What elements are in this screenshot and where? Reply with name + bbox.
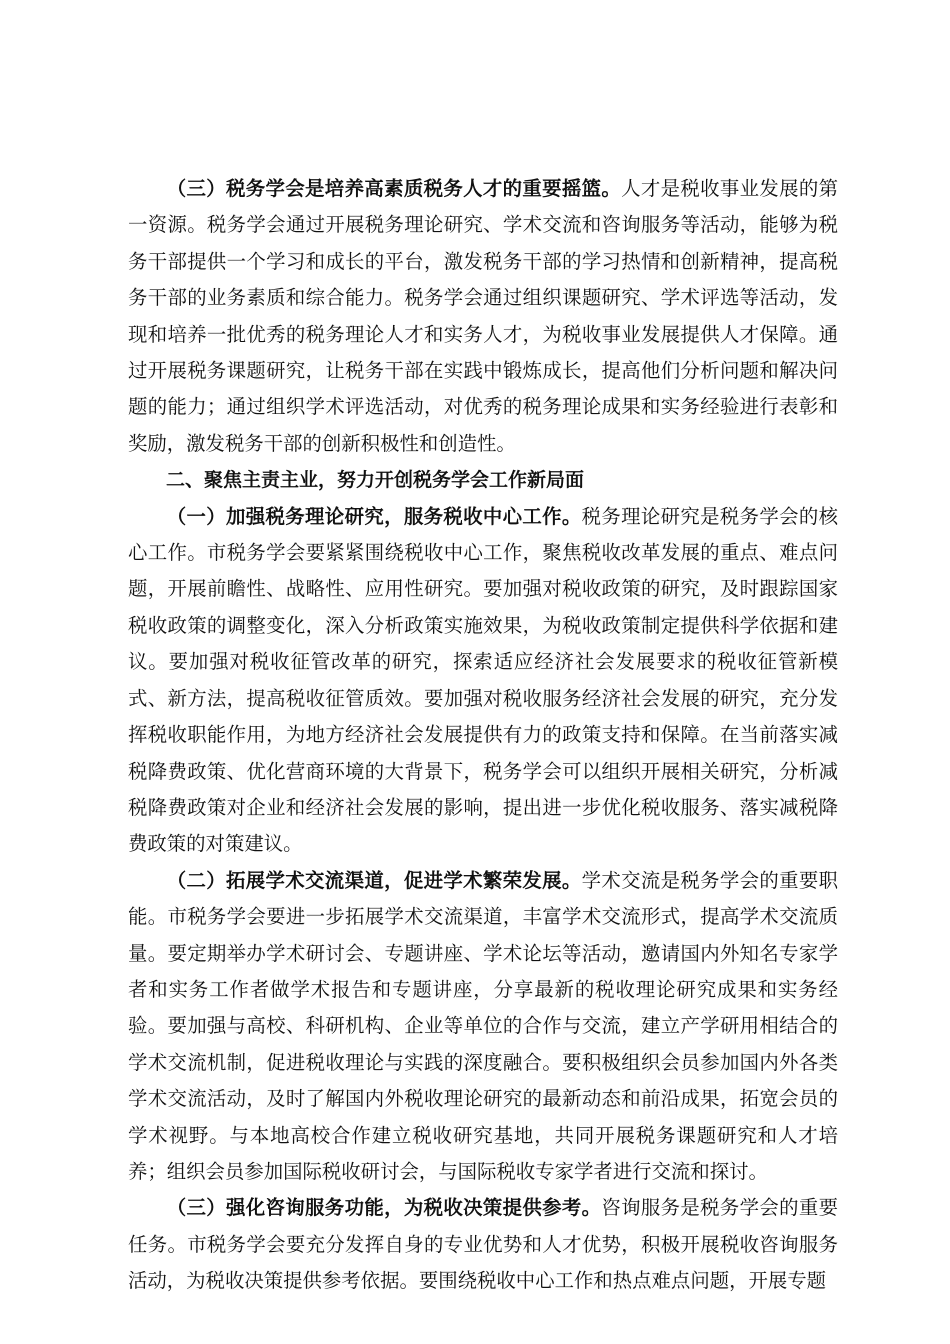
paragraph-text: 学术交流是税务学会的重要职能。市税务学会要进一步拓展学术交流渠道，丰富学术交流形式，提高学术交流质量。要定期举办学术研讨会、专题讲座、学术论坛等活动，邀请国内外知名专家学者和实务工作者做学术报告和专题讲座，分享最新的税收理论研究成果和实务经验。要加强与高校、科研机构、企业等单位的合作与交流，建立产学研用相结合的学术交流机制，促进税收理论与实践的深度融合。要积极组织会员参加国内外各类学术交流活动，及时了解国内外税收理论研究的最新动态和前沿成果，拓宽会员的学术视野。与本地高校合作建立税收研究基地，共同开展税务课题研究和人才培养；组织会员参加国际税收研讨会，与国际税收专家学者进行交流和探讨。 xyxy=(128,868,839,1183)
paragraph-lead: （三）税务学会是培养高素质税务人才的重要摇篮。 xyxy=(166,177,622,200)
paragraph-lead: （一）加强税务理论研究，服务税收中心工作。 xyxy=(166,504,582,528)
paragraph-consulting-service xyxy=(128,1190,838,1299)
paragraph-lead: （三）强化咨询服务功能，为税收决策提供参考。 xyxy=(166,1196,602,1220)
section-heading: 二、聚焦主责主业，努力开创税务学会工作新局面 xyxy=(166,469,585,492)
paragraph-text: 人才是税收事业发展的第一资源。税务学会通过开展税务理论研究、学术交流和咨询服务等活动，能够为税务干部提供一个学习和成长的平台，激发税务干部的学习热情和创新精神，提高税务干部的业务素质和综合能力。税务学会通过组织课题研究、学术评选等活动，发现和培养一批优秀的税务理论人才和实务人才，为税收事业发展提供人才保障。通过开展税务课题研究，让税务干部在实践中锻炼成长，提高他们分析问题和解决问题的能力；通过组织学术评选活动，对优秀的税务理论成果和实务经验进行表彰和奖励，激发税务干部的创新积极性和创造性。 xyxy=(128,177,839,455)
paragraph-talent-cultivation xyxy=(128,171,838,462)
paragraph-text: 咨询服务是税务学会的重要任务。市税务学会要充分发挥自身的专业优势和人才优势，积极开展税收咨询服务活动，为税收决策提供参考依据。要围绕税收中心工作和热点难点问题，开展专题 xyxy=(128,1196,839,1293)
document-body xyxy=(128,171,838,1300)
paragraph-theory-research xyxy=(128,499,838,863)
paragraph-text: 税务理论研究是税务学会的核心工作。市税务学会要紧紧围绕税收中心工作，聚焦税收改革发展的重点、难点问题，开展前瞻性、战略性、应用性研究。要加强对税收政策的研究，及时跟踪国家税收政策的调整变化，深入分析政策实施效果，为税收政策制定提供科学依据和建议。要加强对税收征管改革的研究，探索适应经济社会发展要求的税收征管新模式、新方法，提高税收征管质效。要加强对税收服务经济社会发展的研究，充分发挥税收职能作用，为地方经济社会发展提供有力的政策支持和保障。在当前落实减税降费政策、优化营商环境的大背景下，税务学会可以组织开展相关研究，分析减税降费政策对企业和经济社会发展的影响，提出进一步优化税收服务、落实减税降费政策的对策建议。 xyxy=(128,504,839,856)
paragraph-academic-exchange xyxy=(128,863,838,1191)
paragraph-lead: （二）拓展学术交流渠道，促进学术繁荣发展。 xyxy=(166,868,582,892)
